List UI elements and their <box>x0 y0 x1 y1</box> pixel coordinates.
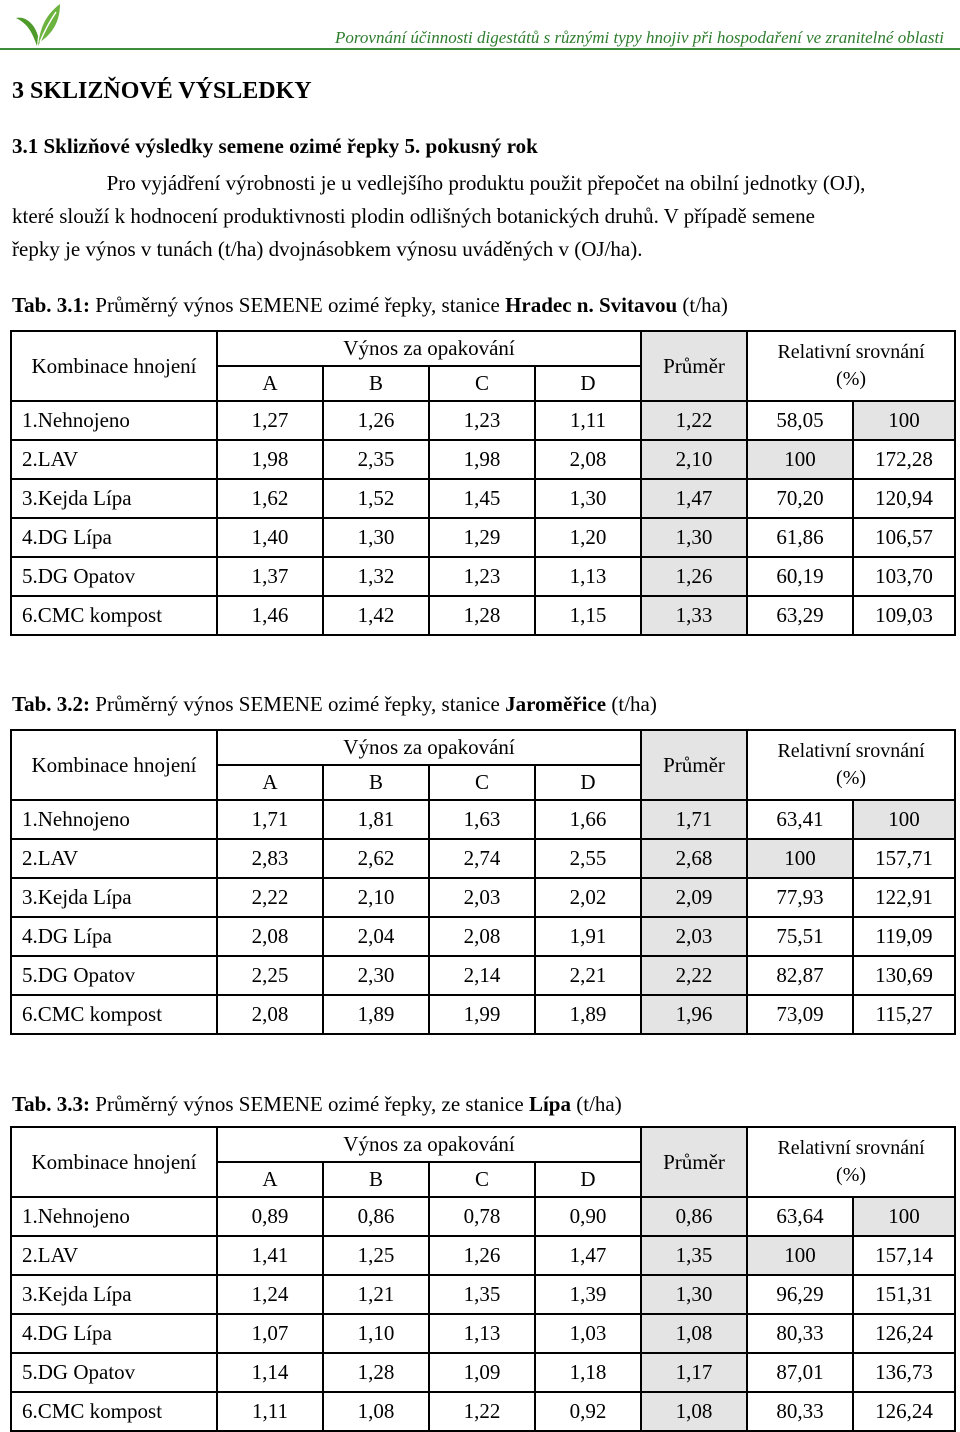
relative-1-value: 87,01 <box>747 1353 853 1392</box>
relative-2-value: 122,91 <box>853 878 955 917</box>
average-value: 1,30 <box>641 1275 747 1314</box>
rep-a-value: 1,98 <box>217 440 323 479</box>
average-value: 0,86 <box>641 1197 747 1236</box>
rep-d-value: 1,11 <box>535 401 641 440</box>
table-row <box>11 557 955 596</box>
row-label: 6.CMC kompost <box>11 596 217 635</box>
paragraph-line-1: Pro vyjádření výrobnosti je u vedlejšího produktu použit přepočet na obilní jednotky (OJ), <box>106 171 866 195</box>
rep-d-value: 2,08 <box>535 440 641 479</box>
rep-b-value: 1,08 <box>323 1392 429 1431</box>
relative-2-value: 157,14 <box>853 1236 955 1275</box>
rep-d-value: 1,30 <box>535 479 641 518</box>
average-value: 1,33 <box>641 596 747 635</box>
relative-1-value: 63,64 <box>747 1197 853 1236</box>
relative-1-value: 61,86 <box>747 518 853 557</box>
average-value: 2,10 <box>641 440 747 479</box>
rep-b-value: 0,86 <box>323 1197 429 1236</box>
table-row <box>11 839 955 878</box>
header-rep-c: C <box>429 1162 535 1197</box>
table-row <box>11 1392 955 1431</box>
relative-2-value: 136,73 <box>853 1353 955 1392</box>
caption-station: Lípa <box>528 1092 571 1116</box>
relative-2-value: 119,09 <box>853 917 955 956</box>
header-rep-c: C <box>429 765 535 800</box>
header-relativni-srovnani <box>747 331 955 401</box>
table-row <box>11 401 955 440</box>
rep-b-value: 1,25 <box>323 1236 429 1275</box>
rep-b-value: 2,30 <box>323 956 429 995</box>
rep-a-value: 2,83 <box>217 839 323 878</box>
rep-c-value: 1,63 <box>429 800 535 839</box>
relative-1-value: 70,20 <box>747 479 853 518</box>
relative-1-value: 60,19 <box>747 557 853 596</box>
header-rep-d: D <box>535 1162 641 1197</box>
relative-1-value: 80,33 <box>747 1314 853 1353</box>
rep-a-value: 2,08 <box>217 995 323 1034</box>
relative-1-value: 73,09 <box>747 995 853 1034</box>
header-vynos-za-opakovani: Výnos za opakování <box>217 331 641 366</box>
relative-1-value: 63,41 <box>747 800 853 839</box>
rep-d-value: 2,21 <box>535 956 641 995</box>
row-label: 4.DG Lípa <box>11 518 217 557</box>
rep-c-value: 1,98 <box>429 440 535 479</box>
average-value: 2,22 <box>641 956 747 995</box>
header-rep-d: D <box>535 366 641 401</box>
row-label: 4.DG Lípa <box>11 1314 217 1353</box>
rep-a-value: 1,37 <box>217 557 323 596</box>
row-label: 3.Kejda Lípa <box>11 479 217 518</box>
table-row <box>11 878 955 917</box>
rep-c-value: 0,78 <box>429 1197 535 1236</box>
rep-b-value: 1,32 <box>323 557 429 596</box>
header-rep-b: B <box>323 765 429 800</box>
average-value: 2,68 <box>641 839 747 878</box>
rep-d-value: 1,13 <box>535 557 641 596</box>
rep-a-value: 0,89 <box>217 1197 323 1236</box>
header-rep-b: B <box>323 366 429 401</box>
rep-b-value: 1,10 <box>323 1314 429 1353</box>
table-row <box>11 917 955 956</box>
rep-b-value: 2,35 <box>323 440 429 479</box>
row-label: 6.CMC kompost <box>11 995 217 1034</box>
relative-2-value: 157,71 <box>853 839 955 878</box>
average-value: 1,17 <box>641 1353 747 1392</box>
header-relativni-srovnani <box>747 1127 955 1197</box>
percent-label: (%) <box>836 368 867 390</box>
rep-b-value: 1,81 <box>323 800 429 839</box>
rep-a-value: 1,40 <box>217 518 323 557</box>
rep-a-value: 1,71 <box>217 800 323 839</box>
rep-c-value: 1,09 <box>429 1353 535 1392</box>
average-value: 1,71 <box>641 800 747 839</box>
relative-2-value: 106,57 <box>853 518 955 557</box>
header-prumer: Průměr <box>641 1127 747 1197</box>
average-value: 1,30 <box>641 518 747 557</box>
header-kombinace-hnojeni: Kombinace hnojení <box>11 331 217 401</box>
rep-c-value: 1,23 <box>429 557 535 596</box>
rep-a-value: 1,07 <box>217 1314 323 1353</box>
relative-1-value: 80,33 <box>747 1392 853 1431</box>
table-row <box>11 1197 955 1236</box>
table-caption <box>12 692 657 717</box>
relative-1-value: 100 <box>747 440 853 479</box>
average-value: 1,08 <box>641 1392 747 1431</box>
average-value: 2,03 <box>641 917 747 956</box>
caption-unit: (t/ha) <box>677 293 728 317</box>
rep-b-value: 2,04 <box>323 917 429 956</box>
rep-d-value: 1,03 <box>535 1314 641 1353</box>
caption-label: Tab. 3.1: <box>12 293 91 317</box>
header-vynos-za-opakovani: Výnos za opakování <box>217 1127 641 1162</box>
rep-d-value: 1,18 <box>535 1353 641 1392</box>
rep-a-value: 1,27 <box>217 401 323 440</box>
rep-c-value: 2,08 <box>429 917 535 956</box>
row-label: 5.DG Opatov <box>11 1353 217 1392</box>
percent-label: (%) <box>836 1164 867 1186</box>
header-rep-a: A <box>217 1162 323 1197</box>
header-row <box>11 1127 955 1162</box>
rep-c-value: 1,26 <box>429 1236 535 1275</box>
relative-2-value: 100 <box>853 1197 955 1236</box>
relative-1-value: 77,93 <box>747 878 853 917</box>
rep-b-value: 1,30 <box>323 518 429 557</box>
header-rep-c: C <box>429 366 535 401</box>
rep-b-value: 1,89 <box>323 995 429 1034</box>
relative-1-value: 82,87 <box>747 956 853 995</box>
relative-2-value: 103,70 <box>853 557 955 596</box>
average-value: 1,35 <box>641 1236 747 1275</box>
green-leaves-logo-icon <box>10 2 64 48</box>
caption-unit: (t/ha) <box>571 1092 622 1116</box>
relative-2-value: 126,24 <box>853 1314 955 1353</box>
rep-c-value: 1,45 <box>429 479 535 518</box>
yield-table <box>10 1126 956 1432</box>
rep-b-value: 2,10 <box>323 878 429 917</box>
relative-2-value: 109,03 <box>853 596 955 635</box>
caption-label: Tab. 3.3: <box>12 1092 91 1116</box>
table-row <box>11 596 955 635</box>
row-label: 1.Nehnojeno <box>11 1197 217 1236</box>
table-row <box>11 995 955 1034</box>
row-label: 4.DG Lípa <box>11 917 217 956</box>
header-kombinace-hnojeni: Kombinace hnojení <box>11 730 217 800</box>
percent-label: (%) <box>836 767 867 789</box>
row-label: 6.CMC kompost <box>11 1392 217 1431</box>
rep-a-value: 1,14 <box>217 1353 323 1392</box>
average-value: 1,96 <box>641 995 747 1034</box>
table-row <box>11 1314 955 1353</box>
caption-unit: (t/ha) <box>606 692 657 716</box>
rep-c-value: 1,29 <box>429 518 535 557</box>
relative-2-value: 151,31 <box>853 1275 955 1314</box>
table-row <box>11 1236 955 1275</box>
rep-c-value: 2,74 <box>429 839 535 878</box>
row-label: 2.LAV <box>11 839 217 878</box>
table-row <box>11 518 955 557</box>
header-rule <box>0 48 960 50</box>
row-label: 5.DG Opatov <box>11 557 217 596</box>
rep-c-value: 2,14 <box>429 956 535 995</box>
header-row <box>11 730 955 765</box>
relative-2-value: 120,94 <box>853 479 955 518</box>
average-value: 2,09 <box>641 878 747 917</box>
row-label: 2.LAV <box>11 440 217 479</box>
average-value: 1,22 <box>641 401 747 440</box>
header-relativni-srovnani <box>747 730 955 800</box>
relativni-label: Relativní srovnání <box>777 1137 925 1159</box>
header-rep-b: B <box>323 1162 429 1197</box>
rep-d-value: 1,39 <box>535 1275 641 1314</box>
chapter-title: 3 SKLIZŇOVÉ VÝSLEDKY <box>12 78 312 104</box>
rep-b-value: 1,28 <box>323 1353 429 1392</box>
relative-2-value: 126,24 <box>853 1392 955 1431</box>
section-title: 3.1 Sklizňové výsledky semene ozimé řepky 5. pokusný rok <box>12 134 538 158</box>
rep-d-value: 2,55 <box>535 839 641 878</box>
header-rep-a: A <box>217 765 323 800</box>
rep-c-value: 2,03 <box>429 878 535 917</box>
caption-text: Průměrný výnos SEMENE ozimé řepky, stanice <box>90 692 506 716</box>
relative-1-value: 100 <box>747 1236 853 1275</box>
rep-c-value: 1,28 <box>429 596 535 635</box>
yield-table <box>10 729 956 1035</box>
average-value: 1,26 <box>641 557 747 596</box>
relative-1-value: 75,51 <box>747 917 853 956</box>
row-label: 1.Nehnojeno <box>11 800 217 839</box>
caption-station: Hradec n. Svitavou <box>505 293 678 317</box>
caption-text: Průměrný výnos SEMENE ozimé řepky, stanice <box>90 293 506 317</box>
yield-table <box>10 330 956 636</box>
relative-2-value: 115,27 <box>853 995 955 1034</box>
relativni-label: Relativní srovnání <box>777 740 925 762</box>
table-row <box>11 1353 955 1392</box>
running-title: Porovnání účinnosti digestátů s různými typy hnojiv při hospodaření ve zranitelné oblasti <box>335 28 944 47</box>
rep-a-value: 2,22 <box>217 878 323 917</box>
rep-a-value: 2,08 <box>217 917 323 956</box>
rep-b-value: 1,26 <box>323 401 429 440</box>
row-label: 2.LAV <box>11 1236 217 1275</box>
rep-c-value: 1,23 <box>429 401 535 440</box>
rep-a-value: 1,11 <box>217 1392 323 1431</box>
rep-d-value: 0,90 <box>535 1197 641 1236</box>
rep-b-value: 1,52 <box>323 479 429 518</box>
table-row <box>11 440 955 479</box>
rep-b-value: 1,42 <box>323 596 429 635</box>
relative-1-value: 96,29 <box>747 1275 853 1314</box>
caption-text: Průměrný výnos SEMENE ozimé řepky, ze stanice <box>90 1092 529 1116</box>
header-row <box>11 331 955 366</box>
rep-c-value: 1,13 <box>429 1314 535 1353</box>
relative-2-value: 100 <box>853 401 955 440</box>
rep-d-value: 1,47 <box>535 1236 641 1275</box>
rep-d-value: 1,91 <box>535 917 641 956</box>
intro-paragraph <box>12 167 960 266</box>
page-header <box>0 0 960 52</box>
paragraph-line-3: řepky je výnos v tunách (t/ha) dvojnásobkem výnosu uváděných v (OJ/ha). <box>12 237 643 261</box>
table-row <box>11 1275 955 1314</box>
header-rep-a: A <box>217 366 323 401</box>
header-kombinace-hnojeni: Kombinace hnojení <box>11 1127 217 1197</box>
header-rep-d: D <box>535 765 641 800</box>
rep-a-value: 2,25 <box>217 956 323 995</box>
table-row <box>11 800 955 839</box>
rep-c-value: 1,99 <box>429 995 535 1034</box>
header-vynos-za-opakovani: Výnos za opakování <box>217 730 641 765</box>
rep-a-value: 1,24 <box>217 1275 323 1314</box>
rep-a-value: 1,46 <box>217 596 323 635</box>
rep-a-value: 1,62 <box>217 479 323 518</box>
rep-d-value: 2,02 <box>535 878 641 917</box>
rep-d-value: 1,20 <box>535 518 641 557</box>
relativni-label: Relativní srovnání <box>777 341 925 363</box>
rep-d-value: 0,92 <box>535 1392 641 1431</box>
caption-station: Jaroměřice <box>505 692 607 716</box>
row-label: 3.Kejda Lípa <box>11 1275 217 1314</box>
row-label: 1.Nehnojeno <box>11 401 217 440</box>
table-row <box>11 479 955 518</box>
rep-b-value: 2,62 <box>323 839 429 878</box>
table-row <box>11 956 955 995</box>
rep-c-value: 1,22 <box>429 1392 535 1431</box>
rep-d-value: 1,66 <box>535 800 641 839</box>
rep-b-value: 1,21 <box>323 1275 429 1314</box>
average-value: 1,08 <box>641 1314 747 1353</box>
paragraph-line-2: které slouží k hodnocení produktivnosti plodin odlišných botanických druhů. V případě semene <box>12 204 815 228</box>
relative-1-value: 63,29 <box>747 596 853 635</box>
header-prumer: Průměr <box>641 730 747 800</box>
row-label: 3.Kejda Lípa <box>11 878 217 917</box>
relative-2-value: 172,28 <box>853 440 955 479</box>
rep-d-value: 1,89 <box>535 995 641 1034</box>
relative-2-value: 100 <box>853 800 955 839</box>
row-label: 5.DG Opatov <box>11 956 217 995</box>
relative-1-value: 58,05 <box>747 401 853 440</box>
header-prumer: Průměr <box>641 331 747 401</box>
rep-d-value: 1,15 <box>535 596 641 635</box>
relative-2-value: 130,69 <box>853 956 955 995</box>
caption-label: Tab. 3.2: <box>12 692 91 716</box>
table-caption <box>12 1092 622 1117</box>
relative-1-value: 100 <box>747 839 853 878</box>
table-caption <box>12 293 728 318</box>
rep-a-value: 1,41 <box>217 1236 323 1275</box>
rep-c-value: 1,35 <box>429 1275 535 1314</box>
average-value: 1,47 <box>641 479 747 518</box>
